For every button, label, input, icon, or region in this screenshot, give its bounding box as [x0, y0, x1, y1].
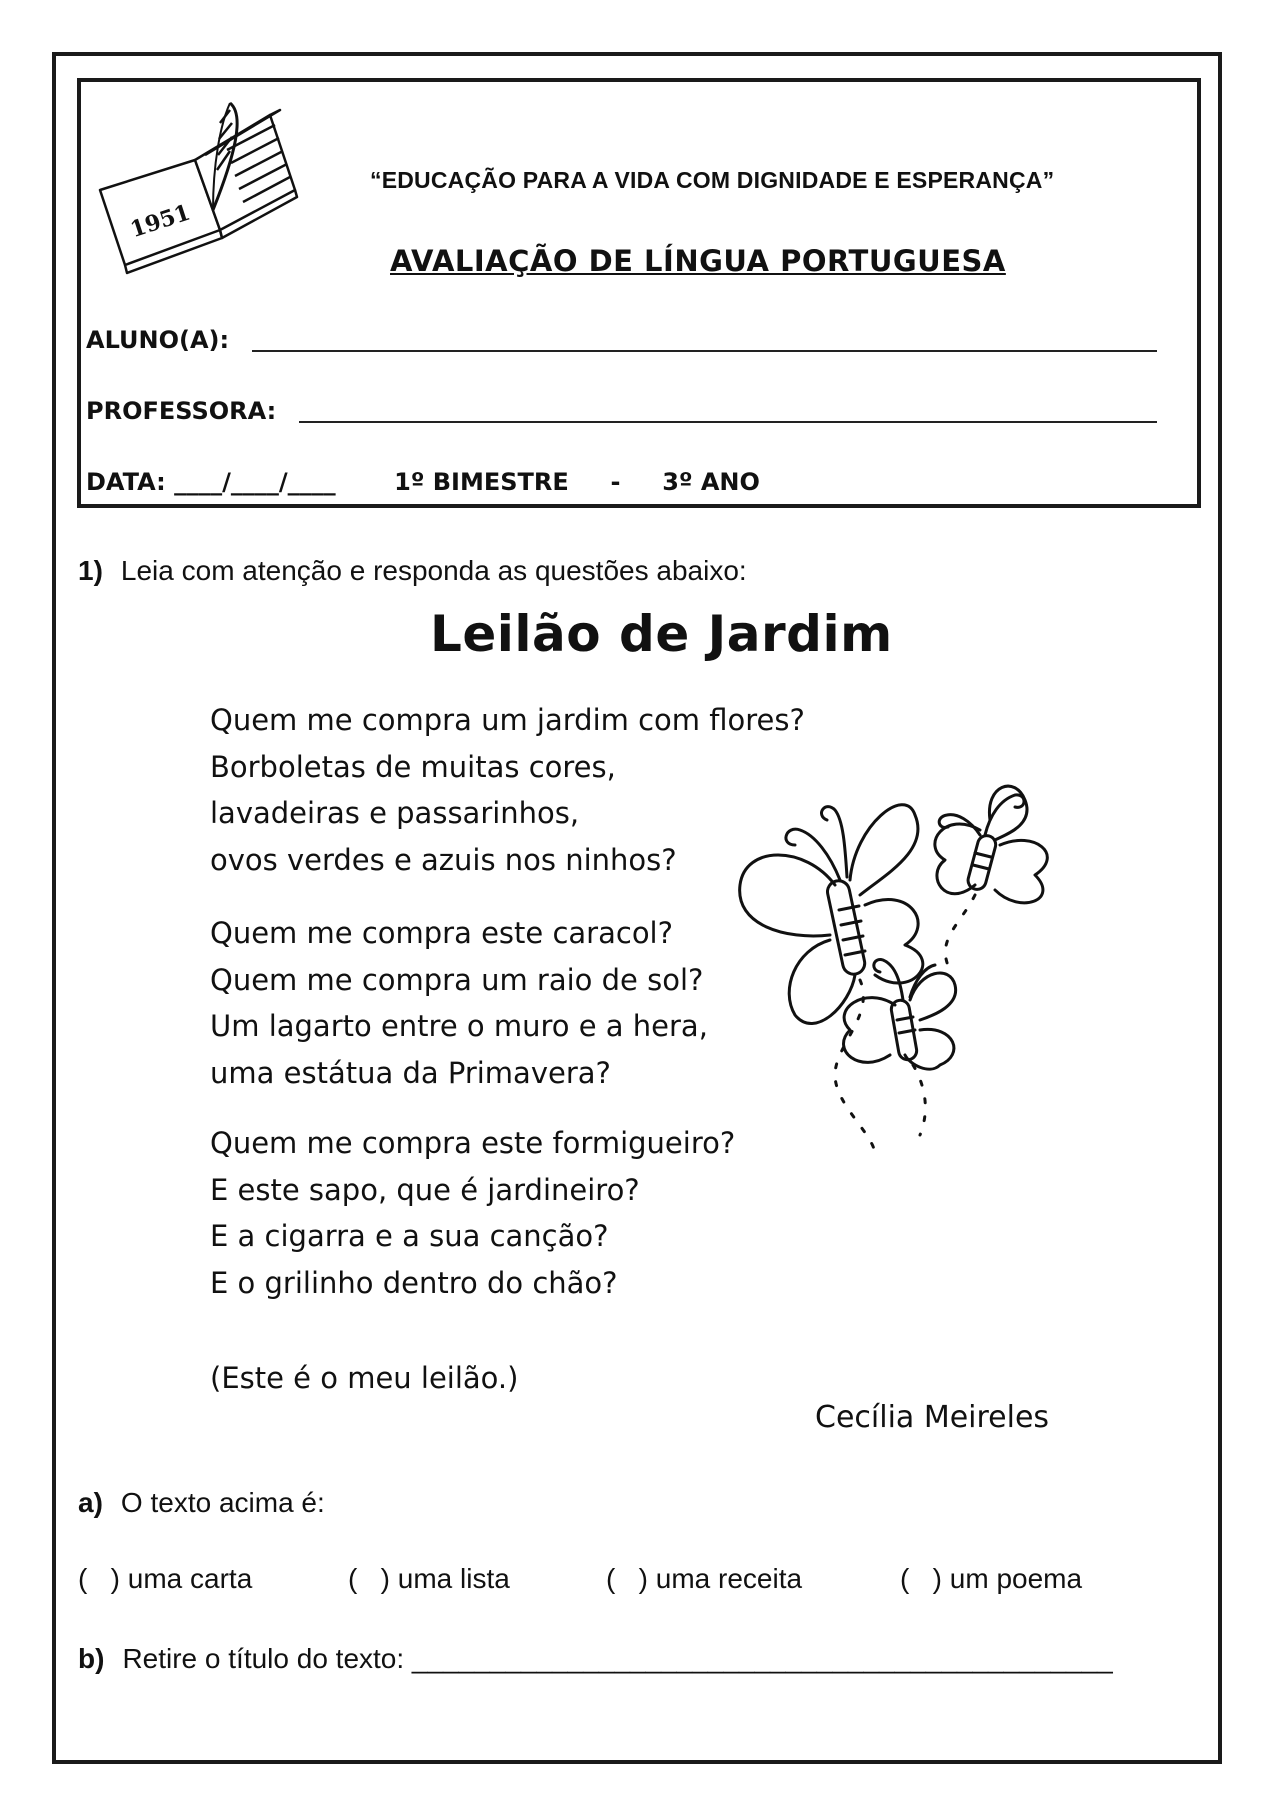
question-1-text: Leia com atenção e responda as questões abaixo: — [120, 555, 747, 586]
butterfly-large-icon — [740, 805, 923, 1155]
option-carta[interactable]: ( ) uma carta — [78, 1563, 253, 1594]
poem-line: lavadeiras e passarinhos, — [210, 796, 580, 830]
poem-line: Um lagarto entre o muro e a hera, — [210, 1009, 708, 1043]
item-b[interactable] — [78, 1643, 1113, 1675]
date-bimester-row: DATA: ____/____/____ 1º BIMESTRE - 3º ANO — [86, 468, 760, 496]
poem-line: Quem me compra este caracol? — [210, 916, 674, 950]
student-field[interactable] — [86, 326, 229, 354]
poem-line: uma estátua da Primavera? — [210, 1055, 611, 1090]
item-b-text[interactable]: Retire o título do texto: _____________________________________________ — [122, 1643, 1113, 1674]
poem-stanza-3 — [210, 1120, 735, 1306]
student-label: ALUNO(A): — [86, 326, 230, 354]
poem-closing-line: (Este é o meu leilão.) — [210, 1361, 519, 1395]
poem-line: ovos verdes e azuis nos ninhos? — [210, 842, 677, 877]
item-a-label: a) — [78, 1487, 103, 1518]
school-motto: “EDUCAÇÃO PARA A VIDA COM DIGNIDADE E ESPERANÇA” — [370, 167, 1055, 193]
poem-line: E este sapo, que é jardineiro? — [210, 1172, 640, 1207]
poem-stanza-2 — [210, 910, 708, 1096]
item-a — [78, 1487, 325, 1519]
item-a-text: O texto acima é: — [120, 1487, 325, 1518]
question-1-number: 1) — [78, 555, 103, 586]
teacher-answer-line[interactable] — [299, 421, 1157, 423]
logo-year: 1951 — [127, 199, 194, 244]
exam-title: AVALIAÇÃO DE LÍNGUA PORTUGUESA — [390, 244, 1006, 278]
butterflies-illustration — [735, 775, 1105, 1165]
butterfly-medium-icon — [844, 960, 956, 1135]
poem-stanza-1 — [210, 697, 805, 883]
teacher-label: PROFESSORA: — [86, 397, 277, 425]
poem-line: Borboletas de muitas cores, — [210, 749, 616, 784]
poem-line: Quem me compra um jardim com flores? — [210, 703, 805, 737]
butterfly-small-icon — [935, 786, 1047, 970]
poem-line: E o grilinho dentro do chão? — [210, 1265, 618, 1300]
student-answer-line[interactable] — [252, 350, 1157, 352]
poem-line: E a cigarra e a sua canção? — [210, 1219, 609, 1253]
book-quill-logo — [95, 95, 305, 285]
poem-title: Leilão de Jardim — [430, 605, 893, 663]
teacher-field[interactable] — [86, 397, 276, 425]
option-poema[interactable]: ( ) um poema — [900, 1563, 1083, 1594]
poem-closing — [210, 1355, 518, 1402]
option-lista[interactable]: ( ) uma lista — [348, 1563, 510, 1594]
poem-line: Quem me compra um raio de sol? — [210, 962, 704, 997]
item-b-label: b) — [78, 1643, 105, 1674]
poem-line: Quem me compra este formigueiro? — [210, 1126, 736, 1160]
question-1 — [78, 555, 747, 587]
option-receita[interactable]: ( ) uma receita — [606, 1563, 803, 1594]
poem-author: Cecília Meireles — [815, 1400, 1050, 1435]
